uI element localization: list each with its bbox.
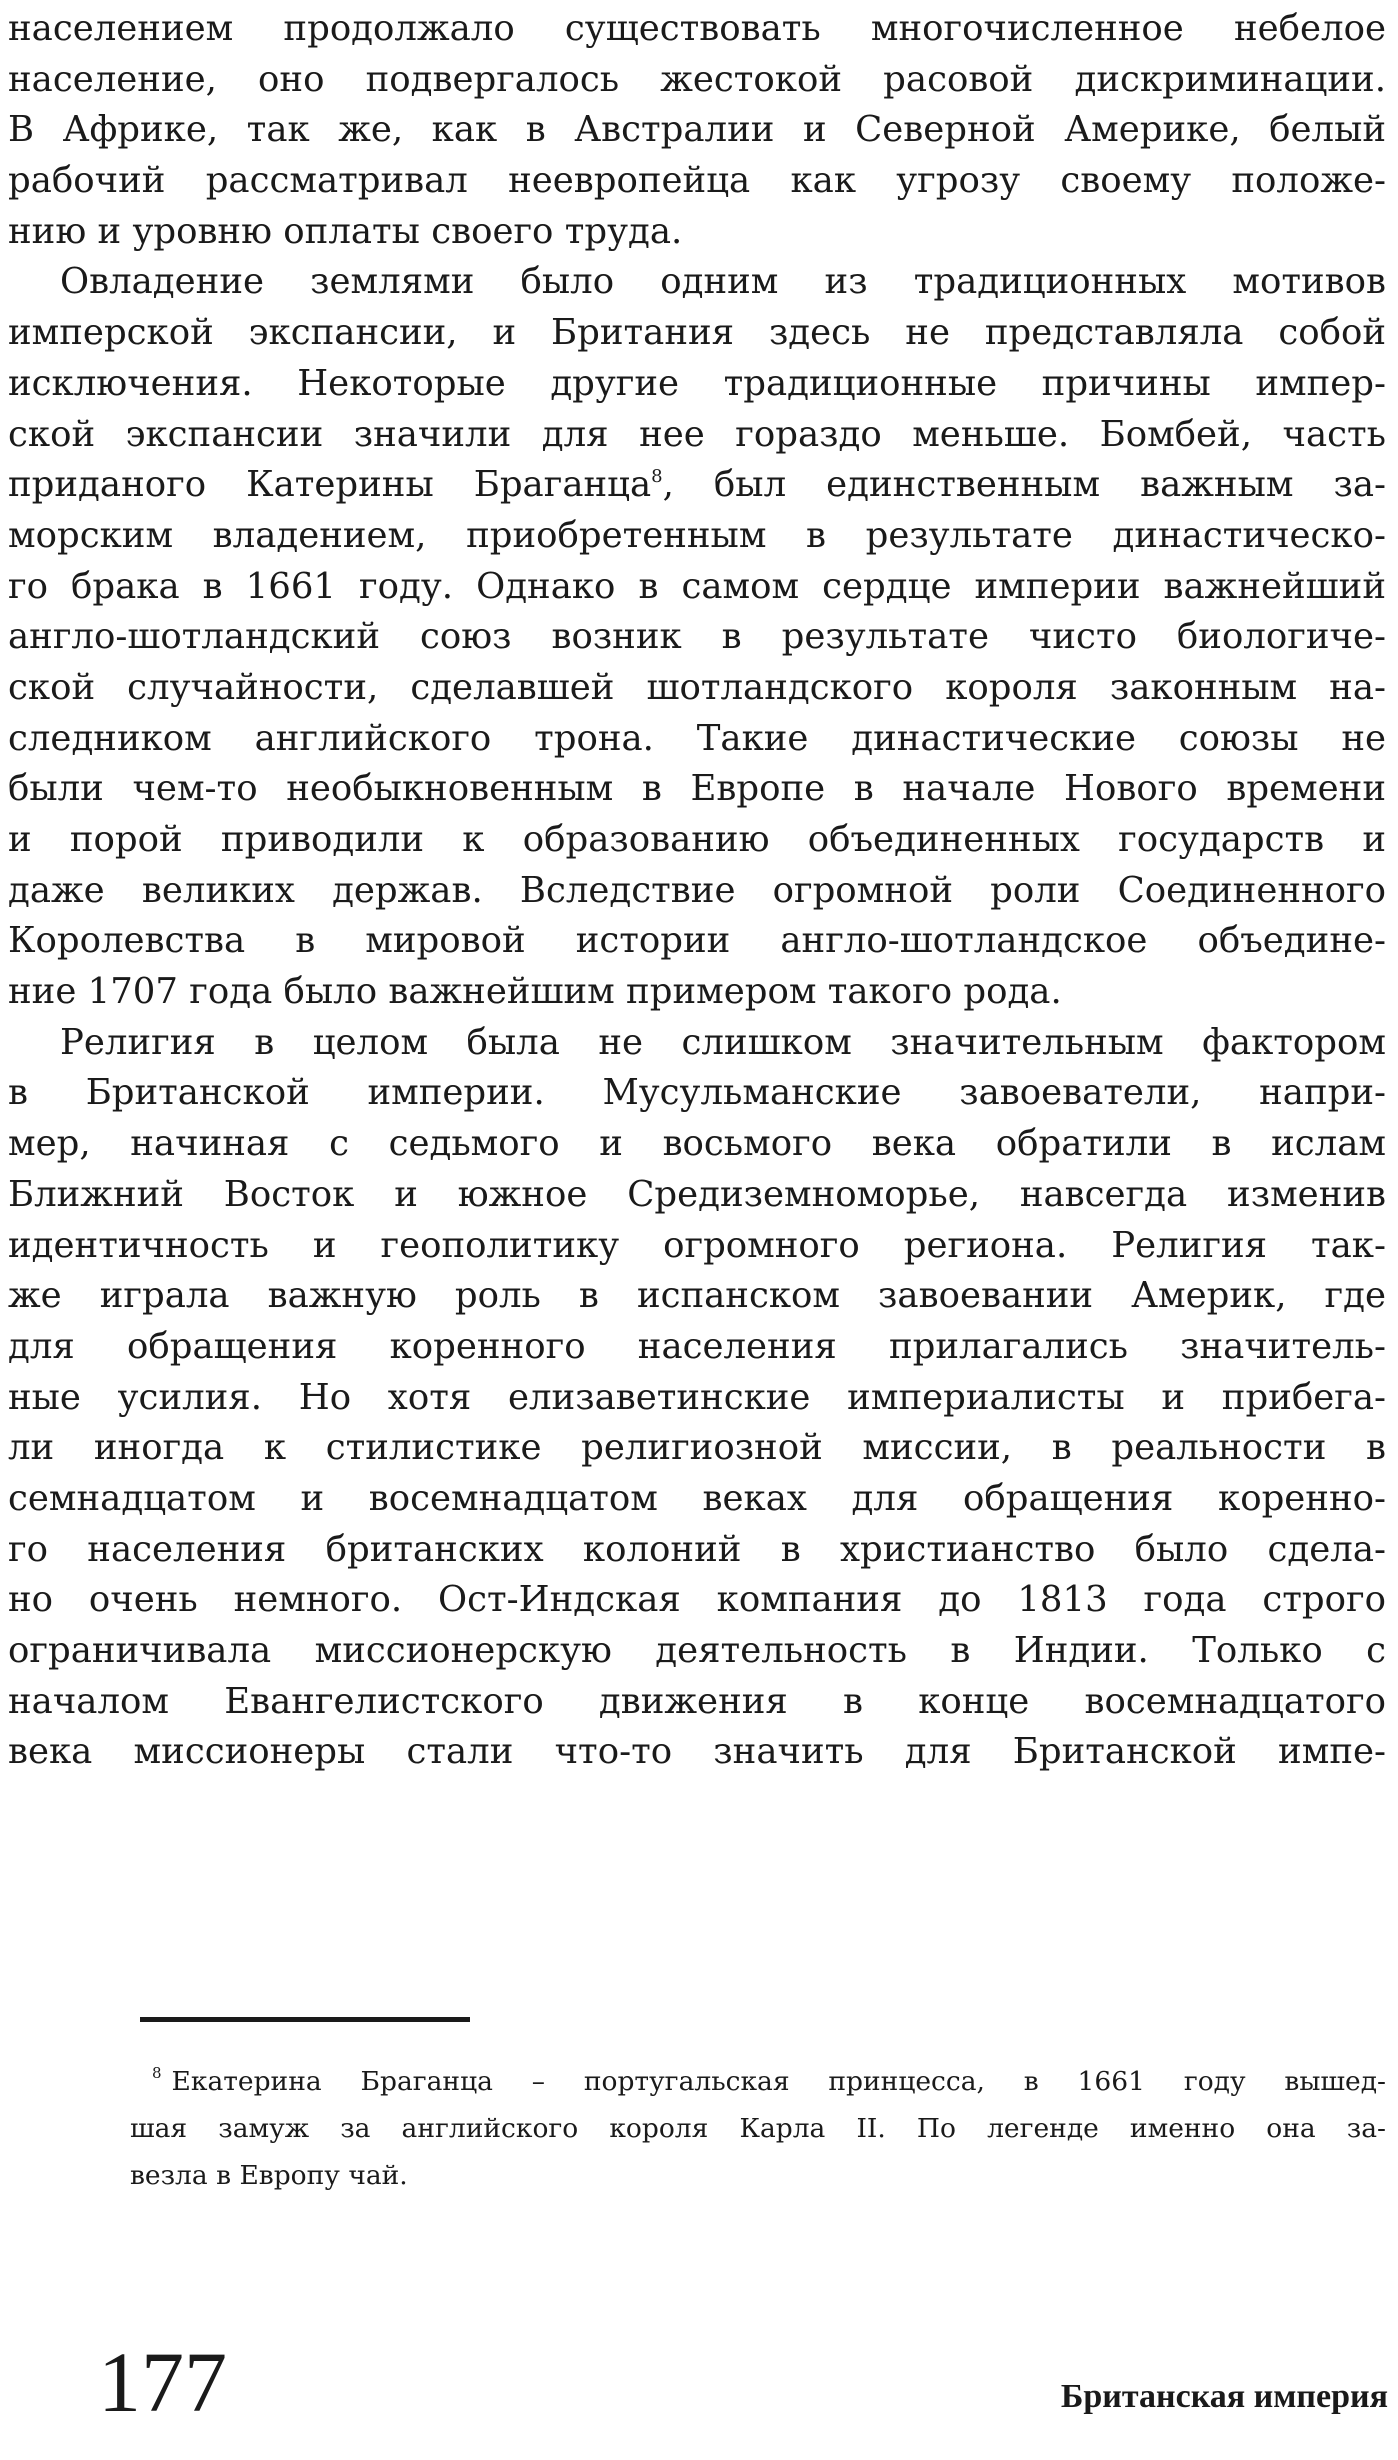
text-line: но очень немного. Ост-Индская компания до 1813 года строго <box>8 1579 1386 1621</box>
text-line: в Британской империи. Мусульманские завоеватели, напри- <box>8 1072 1386 1114</box>
footnote-reference[interactable]: 8 <box>651 466 663 488</box>
text-line: семнадцатом и восемнадцатом веках для обращения коренно- <box>8 1477 1386 1519</box>
text-line: мер, начиная с седьмого и восьмого века обратили в ислам <box>8 1123 1386 1165</box>
text-line: Религия в целом была не слишком значительным фактором <box>60 1021 1386 1063</box>
text-line: население, оно подвергалось жестокой расовой дискриминации. <box>8 58 1386 100</box>
text-line: и порой приводили к образованию объединенных государств и <box>8 819 1386 860</box>
text-line: нию и уровню оплаты своего труда. <box>8 210 683 252</box>
text-line: го населения британских колоний в христианство было сдела- <box>8 1528 1386 1570</box>
text-line: Ближний Восток и южное Средиземноморье, навсегда изменив <box>8 1173 1386 1215</box>
text-line: следником английского трона. Такие династические союзы не <box>8 717 1386 759</box>
text-line: ные усилия. Но хотя елизаветинские империалисты и прибега- <box>8 1376 1386 1418</box>
text-segment: приданого Катерины Браганца <box>8 464 652 506</box>
text-line: Овладение землями было одним из традиционных мотивов <box>60 261 1386 303</box>
text-segment: , был единственным важным за- <box>662 464 1386 506</box>
text-line: для обращения коренного населения прилагались значитель- <box>8 1325 1386 1367</box>
text-line <box>8 460 1386 511</box>
text-line: даже великих держав. Вследствие огромной роли Соединенного <box>8 869 1386 911</box>
text-line: исключения. Некоторые другие традиционные причины импер- <box>8 362 1386 404</box>
text-line: морским владением, приобретенным в результате династическо- <box>8 514 1386 556</box>
text-line: го брака в 1661 году. Однако в самом сердце империи важнейший <box>8 565 1386 607</box>
text-line: началом Евангелистского движения в конце восемнадцатого <box>8 1680 1386 1722</box>
text-line: англо-шотландский союз возник в результате чисто биологиче- <box>8 616 1386 658</box>
text-line: ской экспансии значили для нее гораздо меньше. Бомбей, часть <box>8 413 1386 455</box>
body-text <box>8 4 1386 1778</box>
text-line: идентичность и геополитику огромного региона. Религия так- <box>8 1224 1386 1266</box>
text-line: рабочий рассматривал неевропейца как угрозу своему положе- <box>8 160 1386 202</box>
text-line: Королевства в мировой истории англо-шотландское объедине- <box>8 920 1386 962</box>
footnote <box>130 2058 1386 2199</box>
text-line: населением продолжало существовать многочисленное небелое <box>8 8 1386 49</box>
text-line: В Африке, так же, как в Австралии и Северной Америке, белый <box>8 109 1386 151</box>
text-line: были чем-то необыкновенным в Европе в начале Нового времени <box>8 768 1386 810</box>
text-line: ние 1707 года было важнейшим примером такого рода. <box>8 971 1062 1013</box>
text-line: же играла важную роль в испанском завоевании Америк, где <box>8 1275 1386 1317</box>
text-line: ской случайности, сделавшей шотландского короля законным на- <box>8 666 1386 708</box>
footnote-line: шая замуж за английского короля Карла II. По легенде именно она за- <box>130 2113 1386 2144</box>
running-title: Британская империя <box>1060 2378 1388 2415</box>
footnote-line <box>130 2058 1386 2105</box>
text-line: имперской экспансии, и Британия здесь не представляла собой <box>8 312 1386 354</box>
page-number: 177 <box>98 2334 227 2430</box>
footnote-line: везла в Европу чай. <box>130 2160 408 2191</box>
footnote-marker: 8 <box>152 2064 162 2082</box>
footnote-separator <box>140 2017 470 2022</box>
text-line: ли иногда к стилистике религиозной миссии, в реальности в <box>8 1427 1386 1469</box>
footnote-text: Екатерина Браганца – португальская принцесса, в 1661 году вышед- <box>171 2066 1386 2097</box>
text-line: ограничивала миссионерскую деятельность в Индии. Только с <box>8 1630 1386 1671</box>
text-line: века миссионеры стали что-то значить для Британской импе- <box>8 1731 1386 1773</box>
